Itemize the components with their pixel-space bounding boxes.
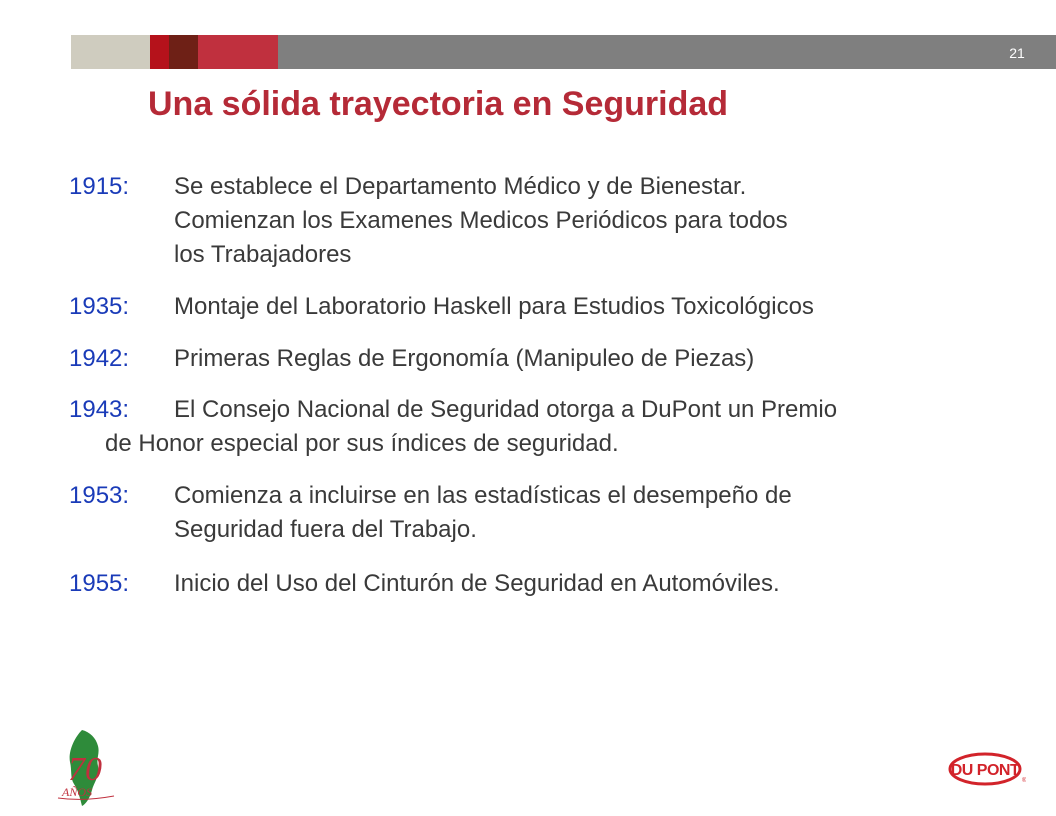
- entry-year: 1915:: [69, 173, 130, 200]
- entry-text-line: El Consejo Nacional de Seguridad otorga a DuPont un Premio: [174, 396, 838, 423]
- header-bar-gray-segment: [278, 35, 1056, 69]
- entry-text-line: Comienza a incluirse en las estadísticas el desempeño de: [174, 482, 792, 509]
- entry-text-line: Se establece el Departamento Médico y de Bienestar.: [174, 173, 747, 200]
- anniversary-number: 70: [68, 751, 102, 788]
- entry-year: 1953:: [69, 482, 130, 509]
- entry-year: 1942:: [69, 345, 130, 372]
- entry-text-line: los Trabajadores: [174, 241, 352, 268]
- header-bar-rose-segment: [198, 35, 278, 69]
- entry-text-line: de Honor especial por sus índices de seguridad.: [105, 430, 619, 457]
- entry-text-line: Montaje del Laboratorio Haskell para Estudios Toxicológicos: [174, 293, 814, 320]
- entry-text-line: Comienzan los Examenes Medicos Periódicos para todos: [174, 207, 788, 234]
- dupont-wordmark: DU PONT: [950, 762, 1020, 779]
- header-bar-red-segment: [150, 35, 169, 69]
- header-bar: [71, 35, 1056, 69]
- anniversary-word: AÑOS: [62, 785, 92, 799]
- entry-year: 1955:: [69, 570, 130, 597]
- anniversary-70-logo: [52, 728, 122, 808]
- timeline-entry-1915: [69, 170, 1029, 272]
- entry-year: 1943:: [69, 396, 130, 423]
- timeline-entry-1955: [69, 567, 1029, 601]
- entry-year: 1935:: [69, 293, 130, 320]
- registered-mark: ®: [1022, 778, 1026, 784]
- header-bar-beige-segment: [71, 35, 150, 69]
- dupont-logo: [948, 752, 1026, 786]
- timeline-entry-1953: [69, 479, 1029, 547]
- entry-text-line: Inicio del Uso del Cinturón de Seguridad en Automóviles.: [174, 570, 780, 597]
- entry-text-line: Primeras Reglas de Ergonomía (Manipuleo de Piezas): [174, 345, 755, 372]
- header-bar-dark-red-segment: [169, 35, 198, 69]
- timeline-entry-1943: [69, 393, 1029, 461]
- entry-text-line: Seguridad fuera del Trabajo.: [174, 516, 477, 543]
- slide-title: Una sólida trayectoria en Seguridad: [148, 85, 729, 123]
- timeline-entry-1935: [69, 290, 1029, 324]
- timeline-entry-1942: [69, 342, 1029, 376]
- page-number: 21: [1009, 45, 1025, 61]
